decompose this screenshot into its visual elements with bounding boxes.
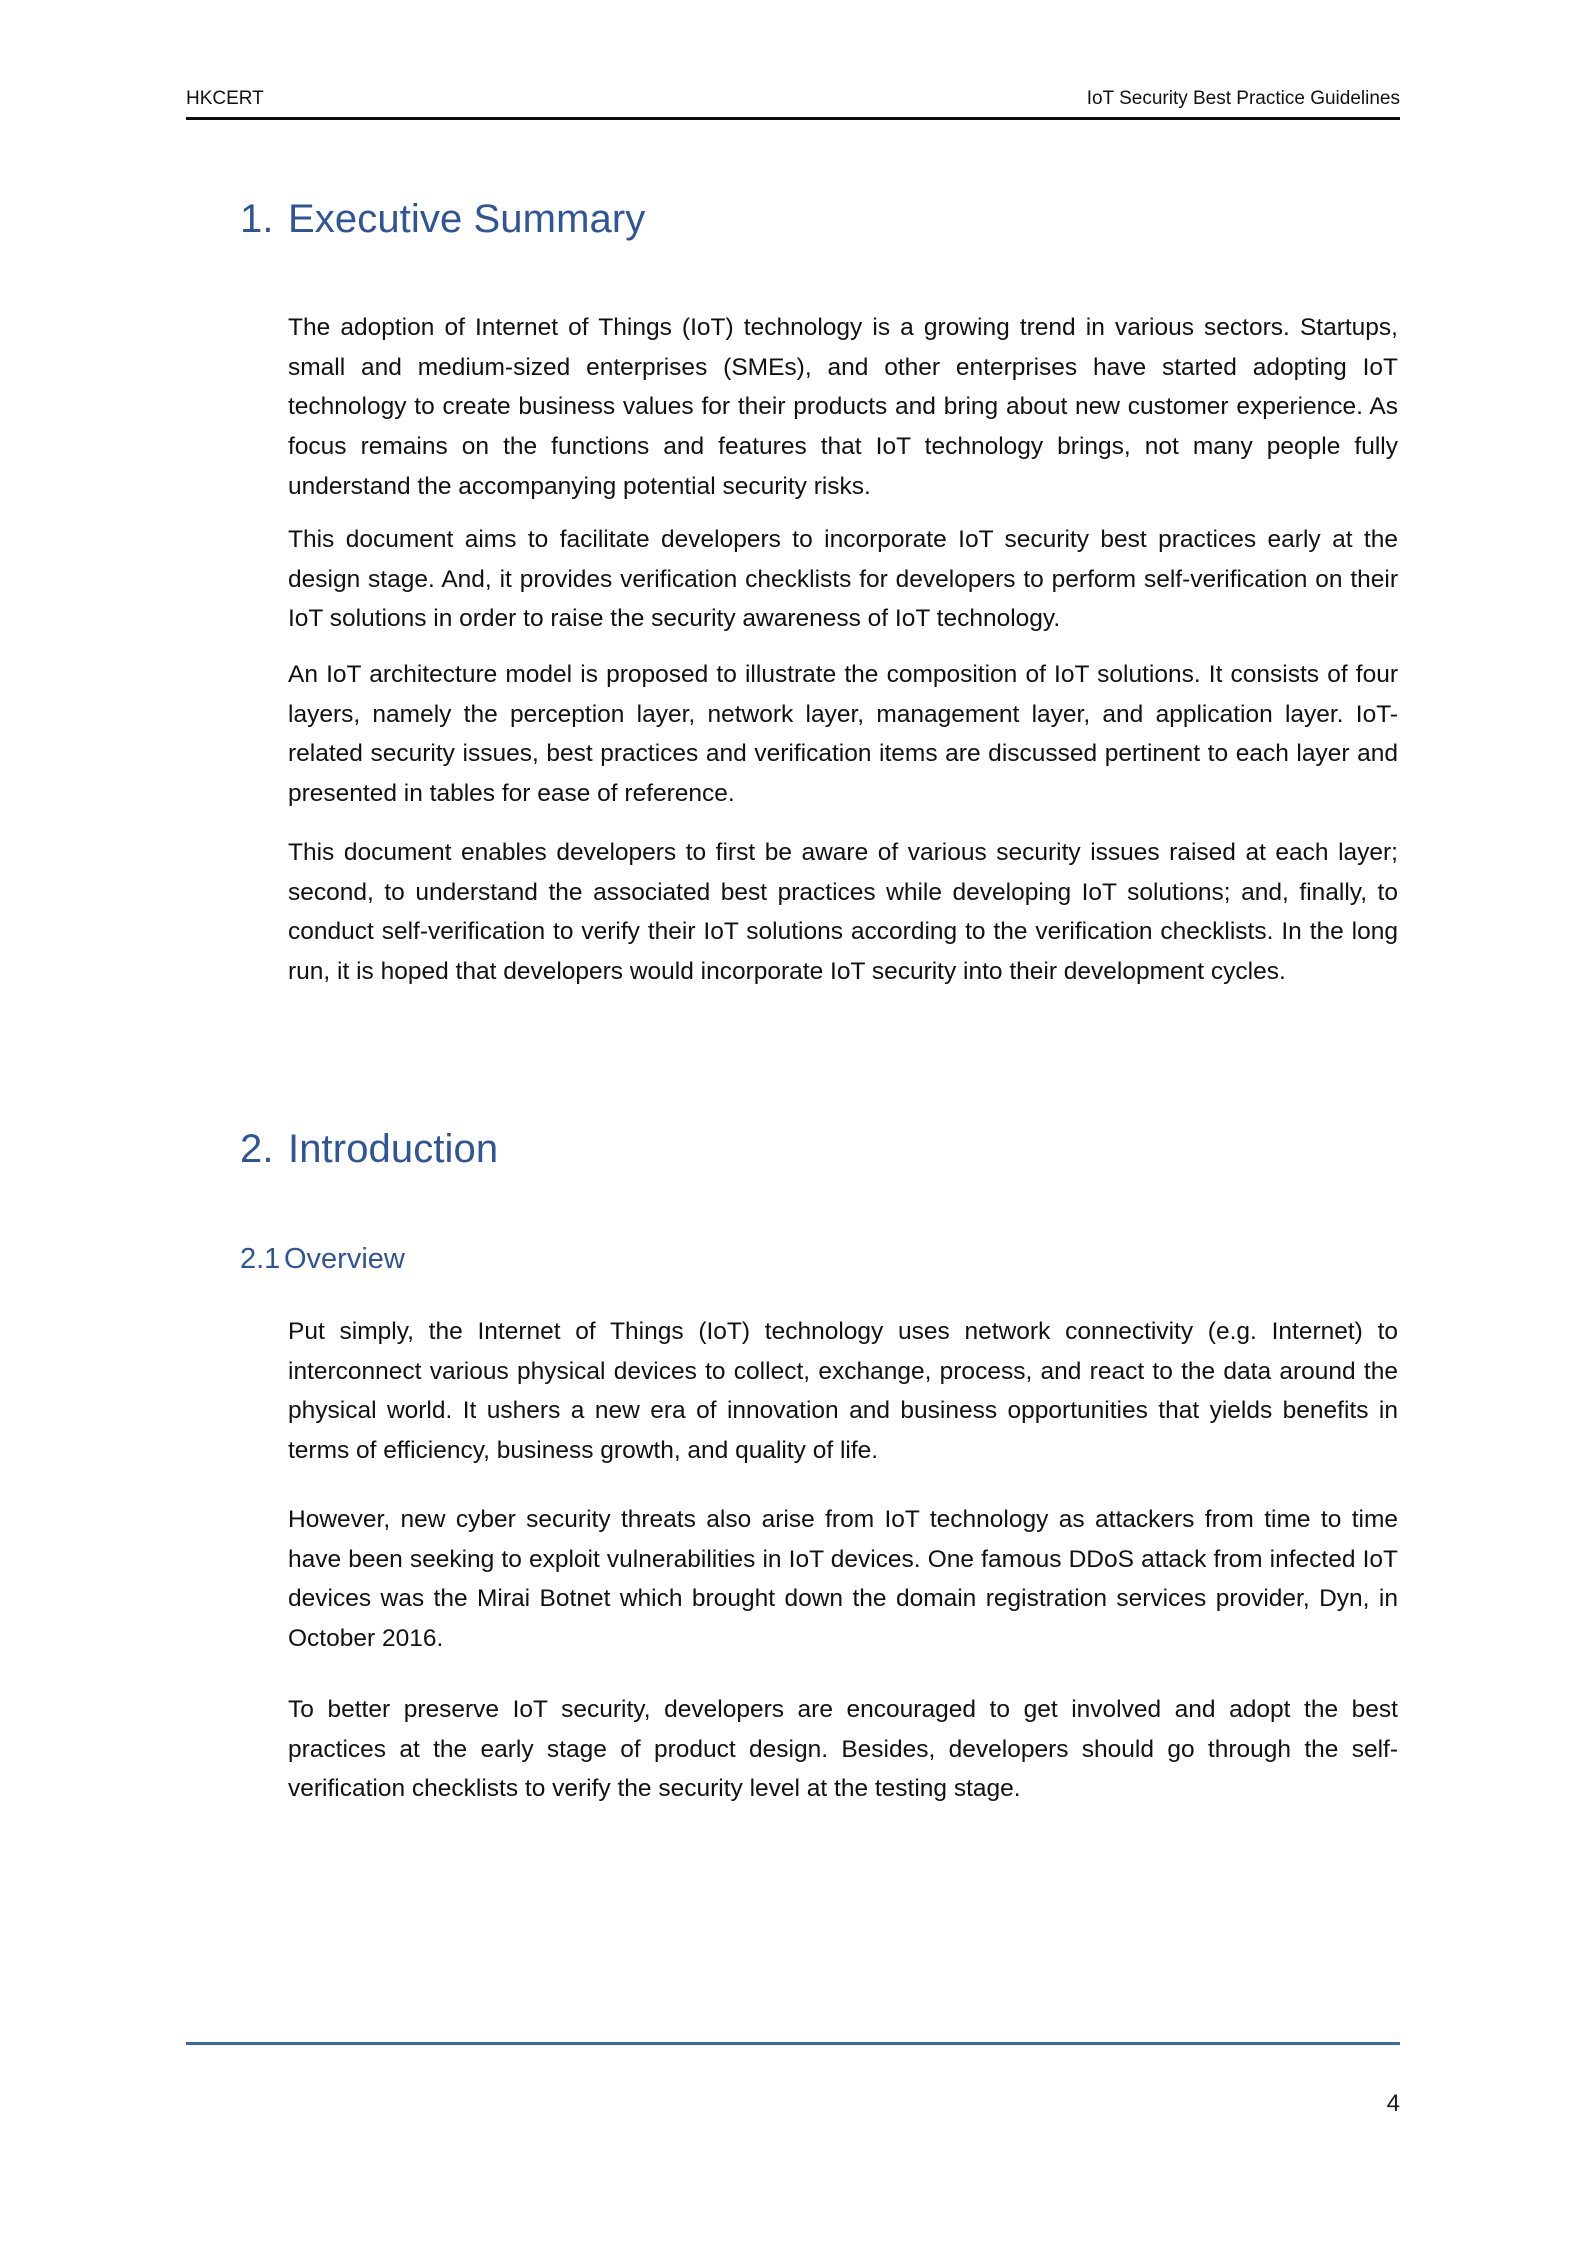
subsection-2-1-paragraph-1: Put simply, the Internet of Things (IoT) technology uses network connectivity (e.g. Internet) to interconnect various physical devices to collect, exchange, process, and react to the data around the physical world. It ushers a new era of innovation and business opportunities that yields benefits in terms of efficiency, business growth, and quality of life. [288, 1318, 1398, 1465]
page-number: 4 [1386, 2090, 1400, 2117]
subsection-2-1-title: Overview [284, 1243, 405, 1275]
section-1-paragraph-4: This document enables developers to first be aware of various security issues raised at each layer; second, to understand the associated best practices while developing IoT solutions; and, finally, to conduct self-verification to verify their IoT solutions according to the verification checklists. In the long run, it is hoped that developers would incorporate IoT security into their development cycles. [288, 839, 1398, 986]
subsection-2-1-paragraph-3: To better preserve IoT security, developers are encouraged to get involved and adopt the best practices at the early stage of product design. Besides, developers should go through the self-verification checklists to verify the security level at the testing stage. [288, 1696, 1398, 1803]
section-1-paragraph-1: The adoption of Internet of Things (IoT) technology is a growing trend in various sectors. Startups, small and medium-sized enterprises (SMEs), and other enterprises have started adopting IoT technology to create business values for their products and bring about new customer experience. As focus remains on the functions and features that IoT technology brings, not many people fully understand the accompanying potential security risks. [288, 314, 1398, 500]
section-1-title: Executive Summary [288, 197, 646, 241]
section-1-heading [240, 197, 645, 242]
header-document-title: IoT Security Best Practice Guidelines [1086, 88, 1400, 109]
subsection-2-1-heading [240, 1243, 405, 1276]
section-1-paragraph-2: This document aims to facilitate developers to incorporate IoT security best practices early at the design stage. And, it provides verification checklists for developers to perform self-verification on their IoT solutions in order to raise the security awareness of IoT technology. [288, 526, 1398, 633]
section-1-number: 1. [240, 197, 274, 241]
header-organization: HKCERT [186, 88, 264, 109]
subsection-2-1-paragraph-2: However, new cyber security threats also arise from IoT technology as attackers from time to time have been seeking to exploit vulnerabilities in IoT devices. One famous DDoS attack from infected IoT devices was the Mirai Botnet which brought down the domain registration services provider, Dyn, in October 2016. [288, 1506, 1398, 1653]
page-footer [186, 2042, 1400, 2118]
section-2-number: 2. [240, 1127, 274, 1171]
footer-divider [186, 2042, 1400, 2045]
section-2-title: Introduction [288, 1127, 499, 1171]
page-header [186, 88, 1400, 120]
section-1-paragraph-3: An IoT architecture model is proposed to illustrate the composition of IoT solutions. It consists of four layers, namely the perception layer, network layer, management layer, and application layer. IoT-related security issues, best practices and verification items are discussed pertinent to each layer and presented in tables for ease of reference. [288, 661, 1398, 808]
section-2-heading [240, 1127, 498, 1172]
subsection-2-1-number: 2.1 [240, 1243, 281, 1275]
